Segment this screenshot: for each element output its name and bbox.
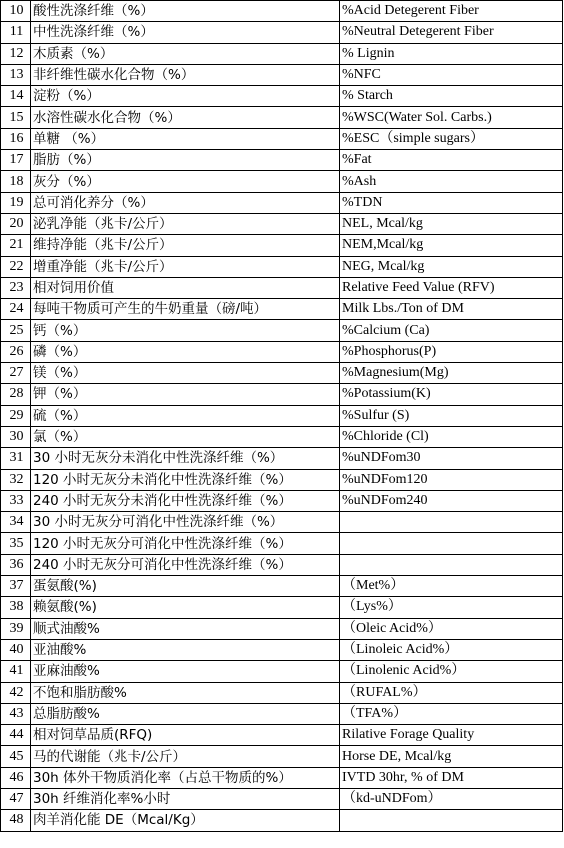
english-term: （Linoleic Acid%）: [340, 639, 563, 660]
row-number: 37: [1, 576, 31, 597]
row-number: 21: [1, 235, 31, 256]
row-number: 30: [1, 426, 31, 447]
english-term: NEM,Mcal/kg: [340, 235, 563, 256]
table-row: [1, 554, 563, 575]
table-row: [1, 767, 563, 788]
table-row: [1, 299, 563, 320]
english-term: %Magnesium(Mg): [340, 363, 563, 384]
chinese-term: 120 小时无灰分可消化中性洗涤纤维（%）: [31, 533, 340, 554]
chinese-term: 单糖 （%）: [31, 128, 340, 149]
row-number: 32: [1, 469, 31, 490]
english-term: （Met%）: [340, 576, 563, 597]
english-term: Horse DE, Mcal/kg: [340, 746, 563, 767]
table-row: [1, 1, 563, 22]
table-row: [1, 277, 563, 298]
chinese-term: 肉羊消化能 DE（Mcal/Kg）: [31, 810, 340, 831]
chinese-term: 亚麻油酸%: [31, 661, 340, 682]
row-number: 31: [1, 448, 31, 469]
table-row: [1, 363, 563, 384]
table-row: [1, 405, 563, 426]
english-term: %uNDFom240: [340, 490, 563, 511]
english-term: Relative Feed Value (RFV): [340, 277, 563, 298]
english-term: %Potassium(K): [340, 384, 563, 405]
english-term: （Linolenic Acid%）: [340, 661, 563, 682]
row-number: 15: [1, 107, 31, 128]
chinese-term: 氯（%）: [31, 426, 340, 447]
row-number: 18: [1, 171, 31, 192]
row-number: 39: [1, 618, 31, 639]
chinese-term: 每吨干物质可产生的牛奶重量（磅/吨）: [31, 299, 340, 320]
english-term: %Phosphorus(P): [340, 341, 563, 362]
chinese-term: 木质素（%）: [31, 43, 340, 64]
english-term: NEG, Mcal/kg: [340, 256, 563, 277]
english-term: %Calcium (Ca): [340, 320, 563, 341]
chinese-term: 30 小时无灰分可消化中性洗涤纤维（%）: [31, 512, 340, 533]
chinese-term: 30h 体外干物质消化率（占总干物质的%）: [31, 767, 340, 788]
table-row: [1, 150, 563, 171]
row-number: 13: [1, 64, 31, 85]
english-term: （Lys%）: [340, 597, 563, 618]
table-row: [1, 64, 563, 85]
chinese-term: 灰分（%）: [31, 171, 340, 192]
row-number: 41: [1, 661, 31, 682]
chinese-term: 240 小时无灰分未消化中性洗涤纤维（%）: [31, 490, 340, 511]
table-row: [1, 213, 563, 234]
table-row: [1, 512, 563, 533]
chinese-term: 钙（%）: [31, 320, 340, 341]
table-row: [1, 43, 563, 64]
table-row: [1, 788, 563, 809]
chinese-term: 钾（%）: [31, 384, 340, 405]
english-term: %Chloride (Cl): [340, 426, 563, 447]
table-row: [1, 86, 563, 107]
table-row: [1, 746, 563, 767]
english-term: （kd-uNDFom）: [340, 788, 563, 809]
row-number: 44: [1, 725, 31, 746]
english-term: %Ash: [340, 171, 563, 192]
chinese-term: 亚油酸%: [31, 639, 340, 660]
table-row: [1, 256, 563, 277]
chinese-term: 120 小时无灰分未消化中性洗涤纤维（%）: [31, 469, 340, 490]
table-row: [1, 597, 563, 618]
row-number: 48: [1, 810, 31, 831]
row-number: 47: [1, 788, 31, 809]
table-row: [1, 426, 563, 447]
table-row: [1, 810, 563, 831]
chinese-term: 马的代谢能（兆卡/公斤）: [31, 746, 340, 767]
row-number: 33: [1, 490, 31, 511]
row-number: 28: [1, 384, 31, 405]
english-term: %Acid Detegerent Fiber: [340, 1, 563, 22]
row-number: 10: [1, 1, 31, 22]
table-row: [1, 725, 563, 746]
table-row: [1, 469, 563, 490]
row-number: 23: [1, 277, 31, 298]
row-number: 45: [1, 746, 31, 767]
chinese-term: 维持净能（兆卡/公斤）: [31, 235, 340, 256]
english-term: %ESC（simple sugars）: [340, 128, 563, 149]
english-term: Rilative Forage Quality: [340, 725, 563, 746]
row-number: 46: [1, 767, 31, 788]
english-term: %Neutral Detegerent Fiber: [340, 22, 563, 43]
row-number: 14: [1, 86, 31, 107]
chinese-term: 泌乳净能（兆卡/公斤）: [31, 213, 340, 234]
english-term: % Starch: [340, 86, 563, 107]
chinese-term: 蛋氨酸(%): [31, 576, 340, 597]
chinese-term: 240 小时无灰分可消化中性洗涤纤维（%）: [31, 554, 340, 575]
table-row: [1, 320, 563, 341]
row-number: 36: [1, 554, 31, 575]
english-term: Milk Lbs./Ton of DM: [340, 299, 563, 320]
english-term: [340, 533, 563, 554]
row-number: 17: [1, 150, 31, 171]
english-term: [340, 810, 563, 831]
row-number: 29: [1, 405, 31, 426]
row-number: 19: [1, 192, 31, 213]
table-row: [1, 490, 563, 511]
row-number: 12: [1, 43, 31, 64]
chinese-term: 相对饲草品质(RFQ): [31, 725, 340, 746]
row-number: 40: [1, 639, 31, 660]
english-term: NEL, Mcal/kg: [340, 213, 563, 234]
table-row: [1, 384, 563, 405]
row-number: 26: [1, 341, 31, 362]
chinese-term: 顺式油酸%: [31, 618, 340, 639]
english-term: [340, 512, 563, 533]
english-term: %WSC(Water Sol. Carbs.): [340, 107, 563, 128]
table-row: [1, 22, 563, 43]
table-row: [1, 703, 563, 724]
english-term: %uNDFom30: [340, 448, 563, 469]
row-number: 24: [1, 299, 31, 320]
chinese-term: 总可消化养分（%）: [31, 192, 340, 213]
chinese-term: 水溶性碳水化合物（%）: [31, 107, 340, 128]
chinese-term: 30h 纤维消化率%小时: [31, 788, 340, 809]
chinese-term: 非纤维性碳水化合物（%）: [31, 64, 340, 85]
chinese-term: 淀粉（%）: [31, 86, 340, 107]
chinese-term: 赖氨酸(%): [31, 597, 340, 618]
table-row: [1, 192, 563, 213]
chinese-term: 镁（%）: [31, 363, 340, 384]
chinese-term: 增重净能（兆卡/公斤）: [31, 256, 340, 277]
row-number: 11: [1, 22, 31, 43]
row-number: 27: [1, 363, 31, 384]
chinese-term: 磷（%）: [31, 341, 340, 362]
table-row: [1, 171, 563, 192]
chinese-term: 脂肪（%）: [31, 150, 340, 171]
chinese-term: 硫（%）: [31, 405, 340, 426]
chinese-term: 不饱和脂肪酸%: [31, 682, 340, 703]
table-row: [1, 448, 563, 469]
english-term: （TFA%）: [340, 703, 563, 724]
table-row: [1, 576, 563, 597]
chinese-term: 总脂肪酸%: [31, 703, 340, 724]
chinese-term: 酸性洗涤纤维（%）: [31, 1, 340, 22]
row-number: 22: [1, 256, 31, 277]
table-row: [1, 533, 563, 554]
row-number: 20: [1, 213, 31, 234]
english-term: %NFC: [340, 64, 563, 85]
nutrient-table-body: [1, 1, 563, 832]
english-term: % Lignin: [340, 43, 563, 64]
table-row: [1, 235, 563, 256]
row-number: 35: [1, 533, 31, 554]
chinese-term: 中性洗涤纤维（%）: [31, 22, 340, 43]
table-row: [1, 661, 563, 682]
english-term: %TDN: [340, 192, 563, 213]
table-row: [1, 128, 563, 149]
english-term: [340, 554, 563, 575]
english-term: IVTD 30hr, % of DM: [340, 767, 563, 788]
row-number: 16: [1, 128, 31, 149]
table-row: [1, 682, 563, 703]
row-number: 42: [1, 682, 31, 703]
english-term: （Oleic Acid%）: [340, 618, 563, 639]
chinese-term: 30 小时无灰分未消化中性洗涤纤维（%）: [31, 448, 340, 469]
chinese-term: 相对饲用价值: [31, 277, 340, 298]
english-term: （RUFAL%）: [340, 682, 563, 703]
table-row: [1, 618, 563, 639]
table-row: [1, 107, 563, 128]
table-row: [1, 341, 563, 362]
row-number: 34: [1, 512, 31, 533]
row-number: 38: [1, 597, 31, 618]
english-term: %Fat: [340, 150, 563, 171]
english-term: %Sulfur (S): [340, 405, 563, 426]
row-number: 25: [1, 320, 31, 341]
english-term: %uNDFom120: [340, 469, 563, 490]
table-row: [1, 639, 563, 660]
row-number: 43: [1, 703, 31, 724]
